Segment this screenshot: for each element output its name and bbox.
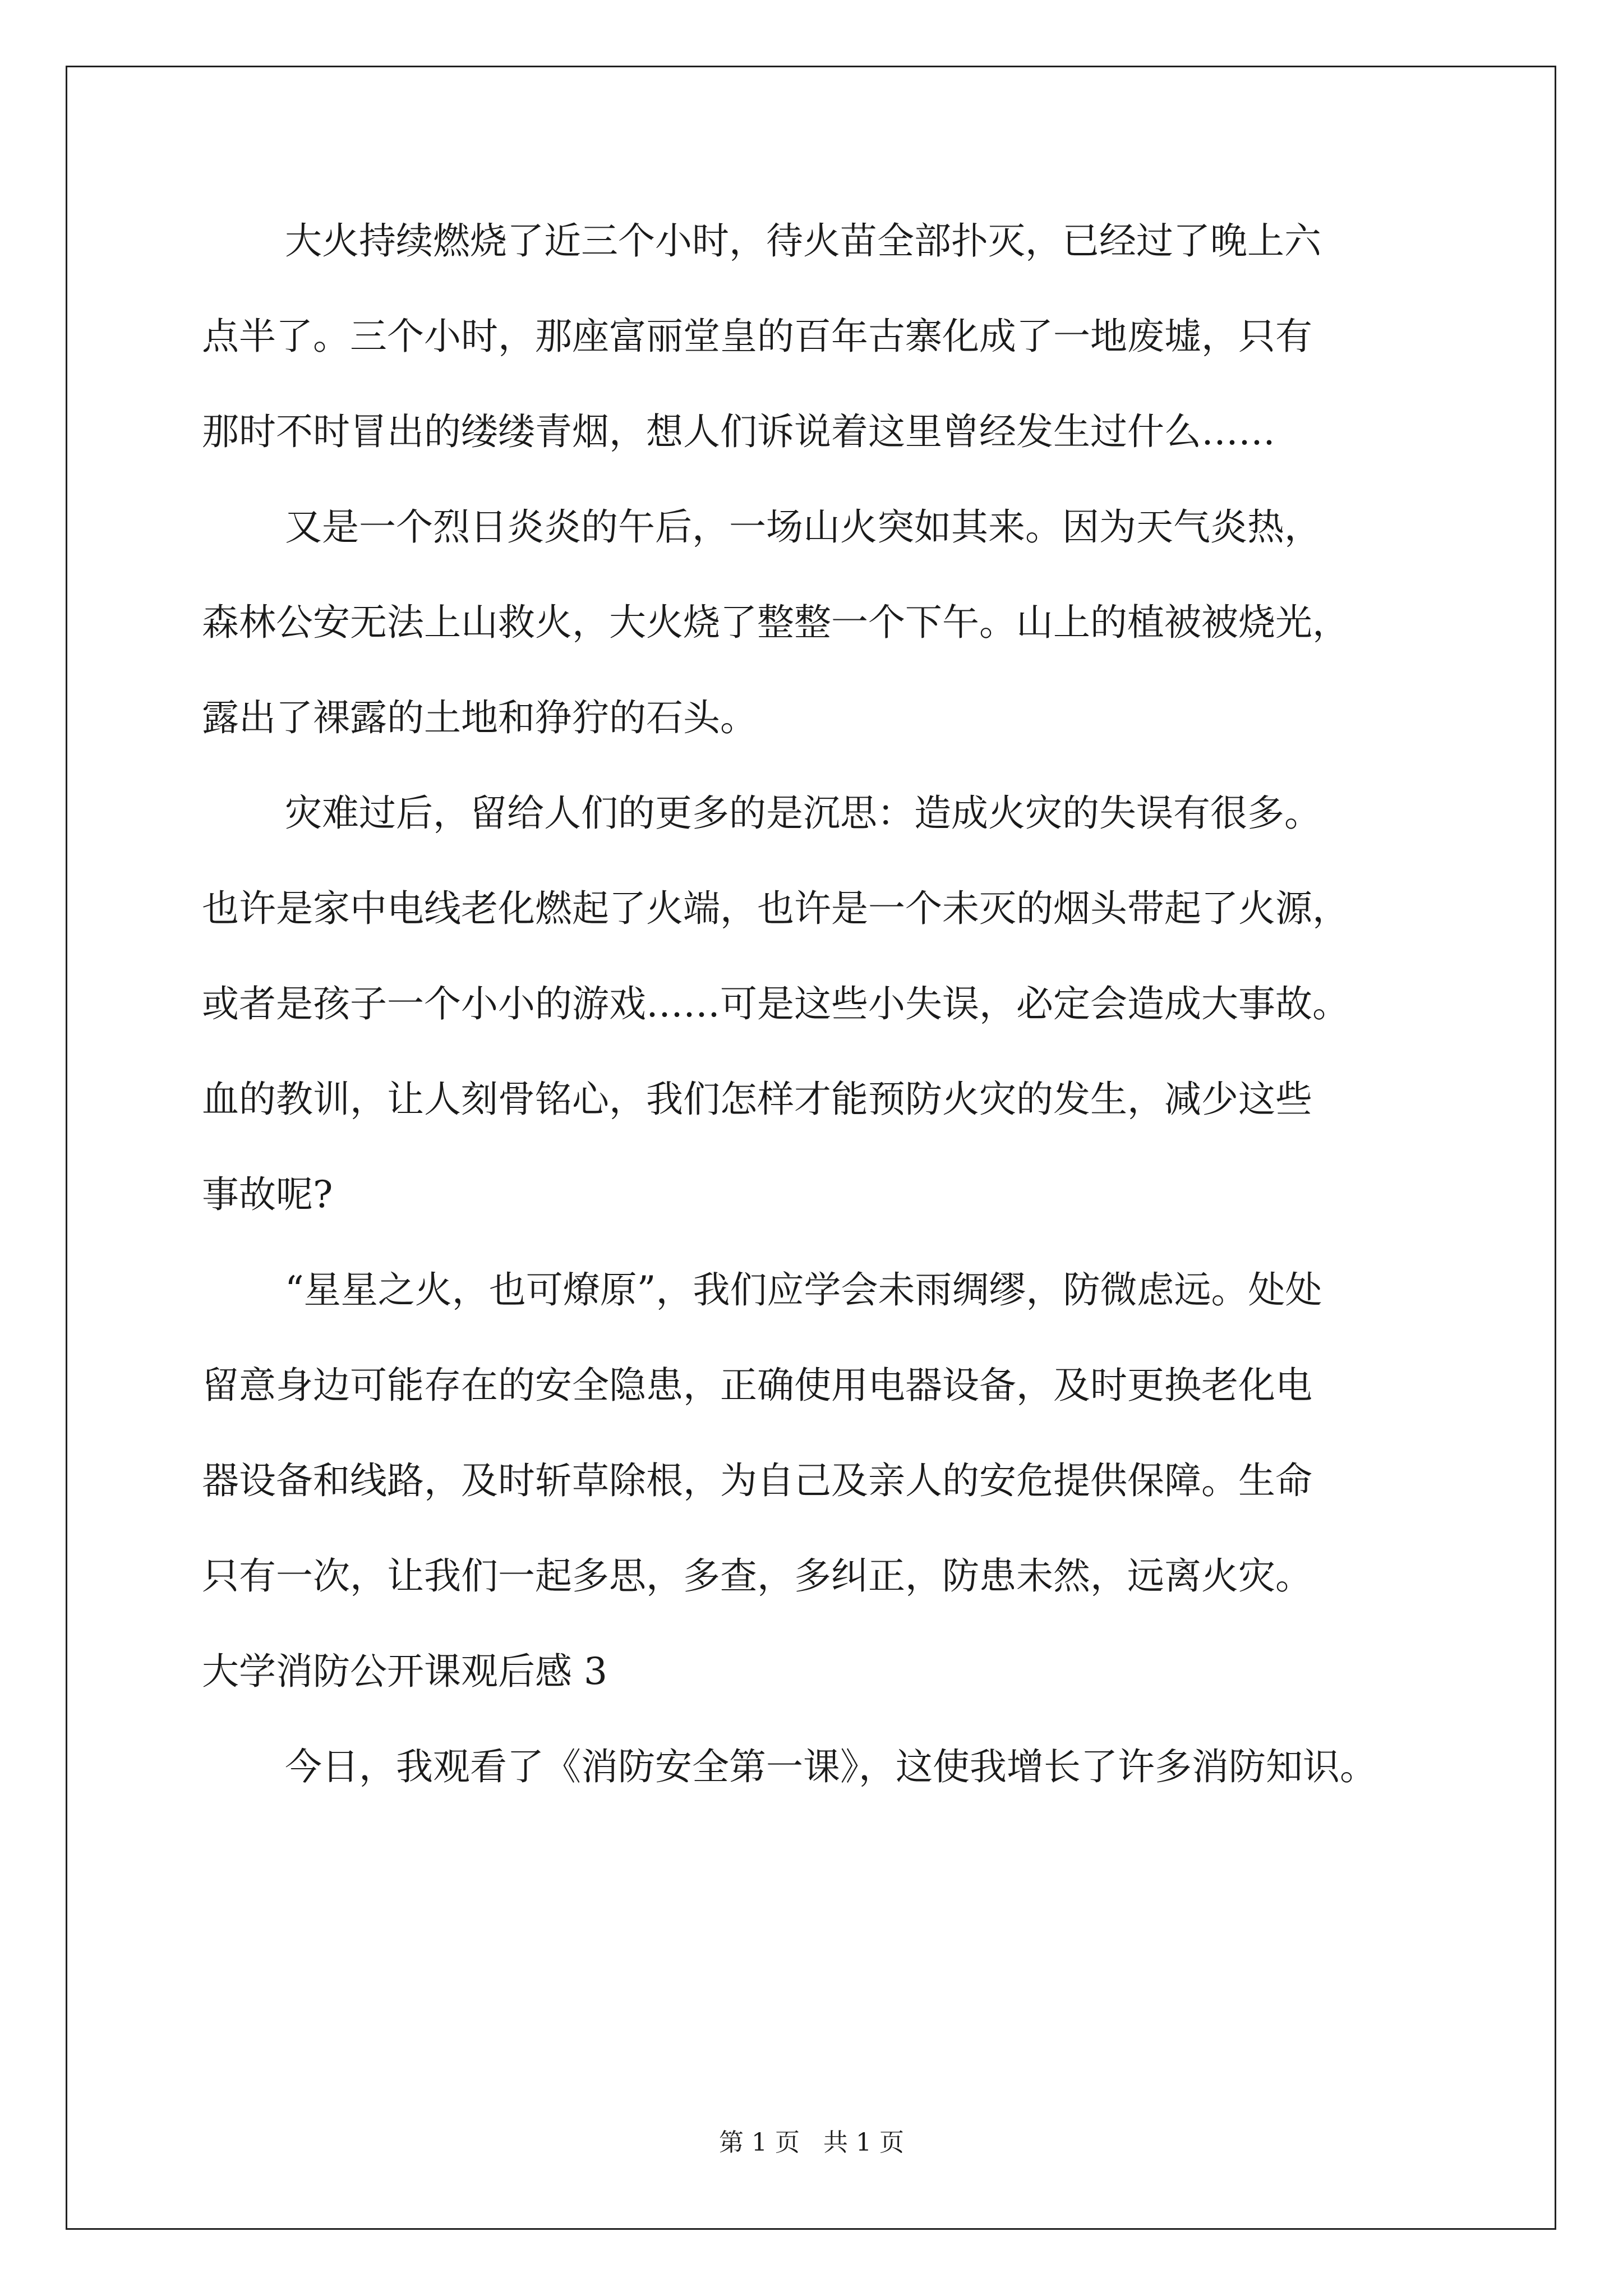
paragraph-line: 器设备和线路，及时斩草除根，为自己及亲人的安危提供保障。生命 bbox=[202, 1459, 1312, 1502]
paragraph-line: 今日，我观看了《消防安全第一课》，这使我增长了许多消防知识。 bbox=[285, 1745, 1377, 1788]
paragraph-line: 露出了裸露的土地和狰狞的石头。 bbox=[202, 696, 757, 739]
paragraph-line: 或者是孩子一个小小的游戏……可是这些小失误，必定会造成大事故。 bbox=[202, 982, 1349, 1025]
paragraph-line: “星星之火，也可燎原”，我们应学会未雨绸缪，防微虑远。处处 bbox=[285, 1268, 1322, 1312]
page-footer: 第 1 页 共 1 页 bbox=[719, 2128, 904, 2157]
paragraph-line: 也许是家中电线老化燃起了火端，也许是一个未灭的烟头带起了火源， bbox=[202, 887, 1349, 930]
paragraph-line: 事故呢? bbox=[202, 1173, 333, 1216]
paragraph-line: 又是一个烈日炎炎的午后，一场山火突如其来。因为天气炎热， bbox=[285, 505, 1321, 549]
paragraph-line: 留意身边可能存在的安全隐患，正确使用电器设备，及时更换老化电 bbox=[202, 1364, 1312, 1407]
section-heading: 大学消防公开课观后感 3 bbox=[202, 1650, 607, 1693]
paragraph-line: 森林公安无法上山救火，大火烧了整整一个下午。山上的植被被烧光， bbox=[202, 601, 1349, 644]
paragraph-line: 点半了。三个小时，那座富丽堂皇的百年古寨化成了一地废墟，只有 bbox=[202, 315, 1312, 358]
paragraph-line: 大火持续燃烧了近三个小时，待火苗全部扑灭，已经过了晚上六 bbox=[285, 219, 1321, 263]
document-body bbox=[202, 219, 1475, 1843]
paragraph-line: 灾难过后，留给人们的更多的是沉思：造成火灾的失误有很多。 bbox=[285, 792, 1321, 835]
paragraph-line: 那时不时冒出的缕缕青烟，想人们诉说着这里曾经发生过什么…… bbox=[202, 410, 1275, 453]
paragraph-line: 血的教训，让人刻骨铭心，我们怎样才能预防火灾的发生，减少这些 bbox=[202, 1078, 1312, 1121]
paragraph-line: 只有一次，让我们一起多思，多查，多纠正，防患未然，远离火灾。 bbox=[202, 1554, 1312, 1598]
